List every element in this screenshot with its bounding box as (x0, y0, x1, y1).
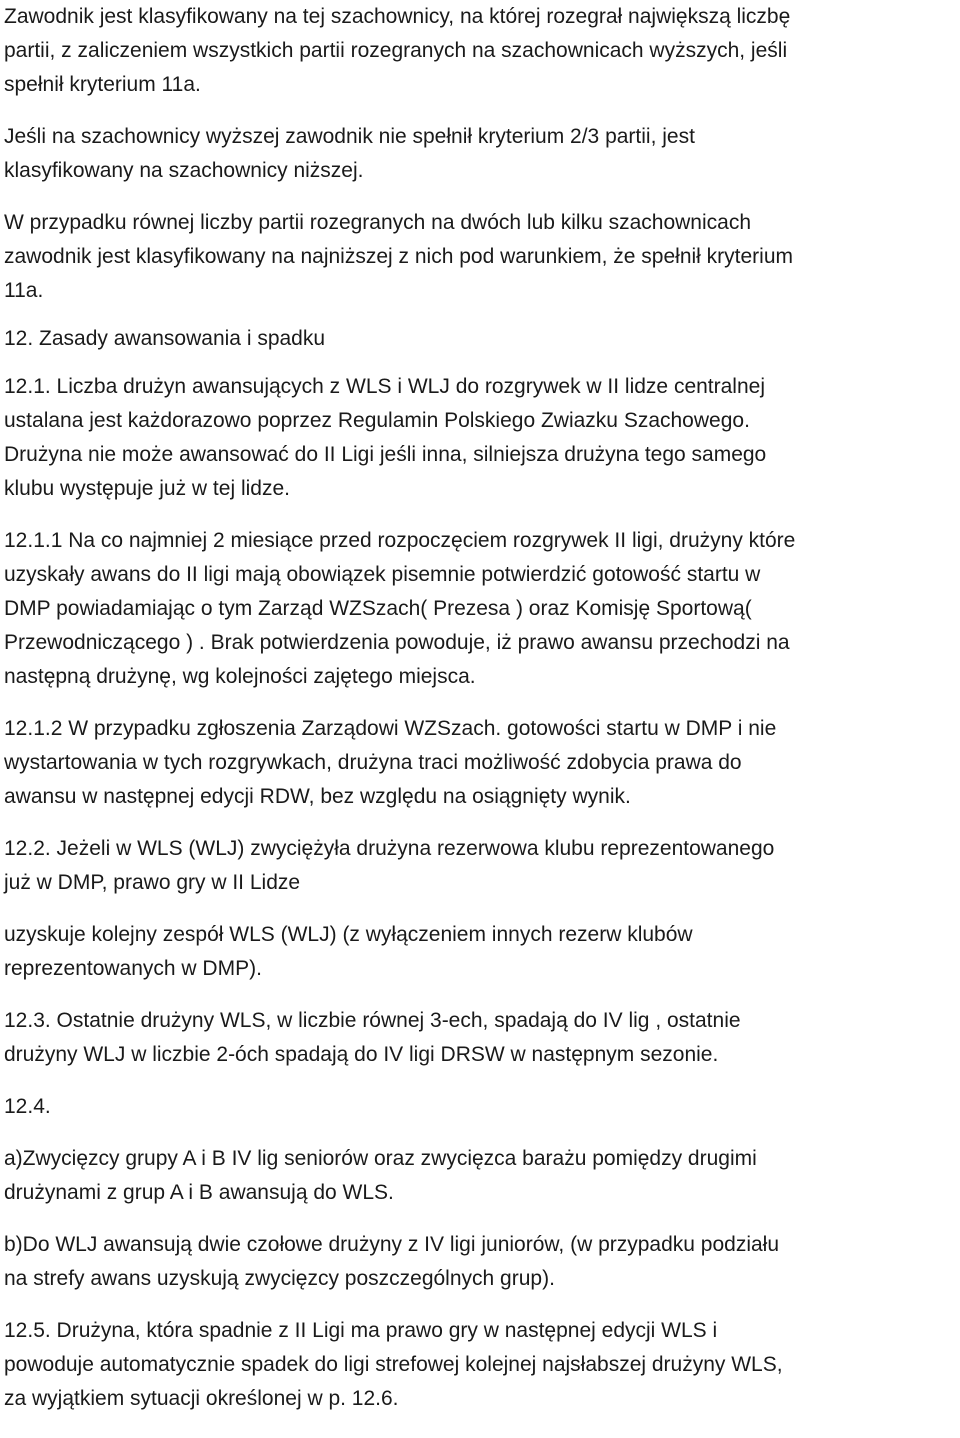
section-heading-12: 12. Zasady awansowania i spadku (4, 327, 326, 350)
paragraph-12-2-continued: uzyskuje kolejny zespół WLS (WLJ) (z wyłączeniem innych rezerw klubów reprezentowanych w DMP). (4, 923, 693, 980)
document-page (4, 0, 952, 1416)
paragraph-12-1-2: 12.1.2 W przypadku zgłoszenia Zarządowi WZSzach. gotowości startu w DMP i nie wystartowania w tych rozgrywkach, drużyna traci możliwość zdobycia prawa do awansu w następnej edycji RDW, bez względu na osiągnięty wynik. (4, 717, 777, 808)
paragraph-12-4-a: a)Zwycięzcy grupy A i B IV lig seniorów oraz zwycięzca barażu pomiędzy drugimi drużynami z grup A i B awansują do WLS. (4, 1147, 757, 1204)
paragraph-12-1-1: 12.1.1 Na co najmniej 2 miesiące przed rozpoczęciem rozgrywek II ligi, drużyny które uzyskały awans do II ligi mają obowiązek pisemnie potwierdzić gotowość startu w DMP powiadamiając o tym Zarząd WZSzach( Prezesa ) oraz Komisję Sportową( Przewodniczącego ) . Brak potwierdzenia powoduje, iż prawo awansu przechodzi na następną drużynę, wg kolejności zajętego miejsca. (4, 529, 796, 688)
paragraph-12-2: 12.2. Jeżeli w WLS (WLJ) zwyciężyła drużyna rezerwowa klubu reprezentowanego już w DMP, prawo gry w II Lidze (4, 837, 775, 894)
paragraph-12-4-b: b)Do WLJ awansują dwie czołowe drużyny z IV ligi juniorów, (w przypadku podziału na strefy awans uzyskują zwycięzcy poszczególnych grup). (4, 1233, 780, 1290)
paragraph-lower-board-rule: Jeśli na szachownicy wyższej zawodnik nie spełnił kryterium 2/3 partii, jest klasyfikowany na szachownicy niższej. (4, 125, 695, 182)
paragraph-equal-games-rule: W przypadku równej liczby partii rozegranych na dwóch lub kilku szachownicach zawodnik jest klasyfikowany na najniższej z nich pod warunkiem, że spełnił kryterium 11a. (4, 211, 794, 302)
paragraph-classification-rule: Zawodnik jest klasyfikowany na tej szachownicy, na której rozegrał największą liczbę partii, z zaliczeniem wszystkich partii rozegranych na szachownicach wyższych, jeśli spełnił kryterium 11a. (4, 5, 791, 96)
paragraph-12-3: 12.3. Ostatnie drużyny WLS, w liczbie równej 3-ech, spadają do IV lig , ostatnie drużyny WLJ w liczbie 2-óch spadają do IV ligi DRSW w następnym sezonie. (4, 1009, 741, 1066)
paragraph-12-5: 12.5. Drużyna, która spadnie z II Ligi ma prawo gry w następnej edycji WLS i powoduje automatycznie spadek do ligi strefowej kolejnej najsłabszej drużyny WLS, za wyjątkiem sytuacji określonej w p. 12.6. (4, 1319, 783, 1410)
paragraph-12-4-heading: 12.4. (4, 1095, 51, 1118)
paragraph-12-1: 12.1. Liczba drużyn awansujących z WLS i WLJ do rozgrywek w II lidze centralnej ustalana jest każdorazowo poprzez Regulamin Polskiego Zwiazku Szachowego. Drużyna nie może awansować do II Ligi jeśli inna, silniejsza drużyna tego samego klubu występuje już w tej lidze. (4, 375, 767, 500)
